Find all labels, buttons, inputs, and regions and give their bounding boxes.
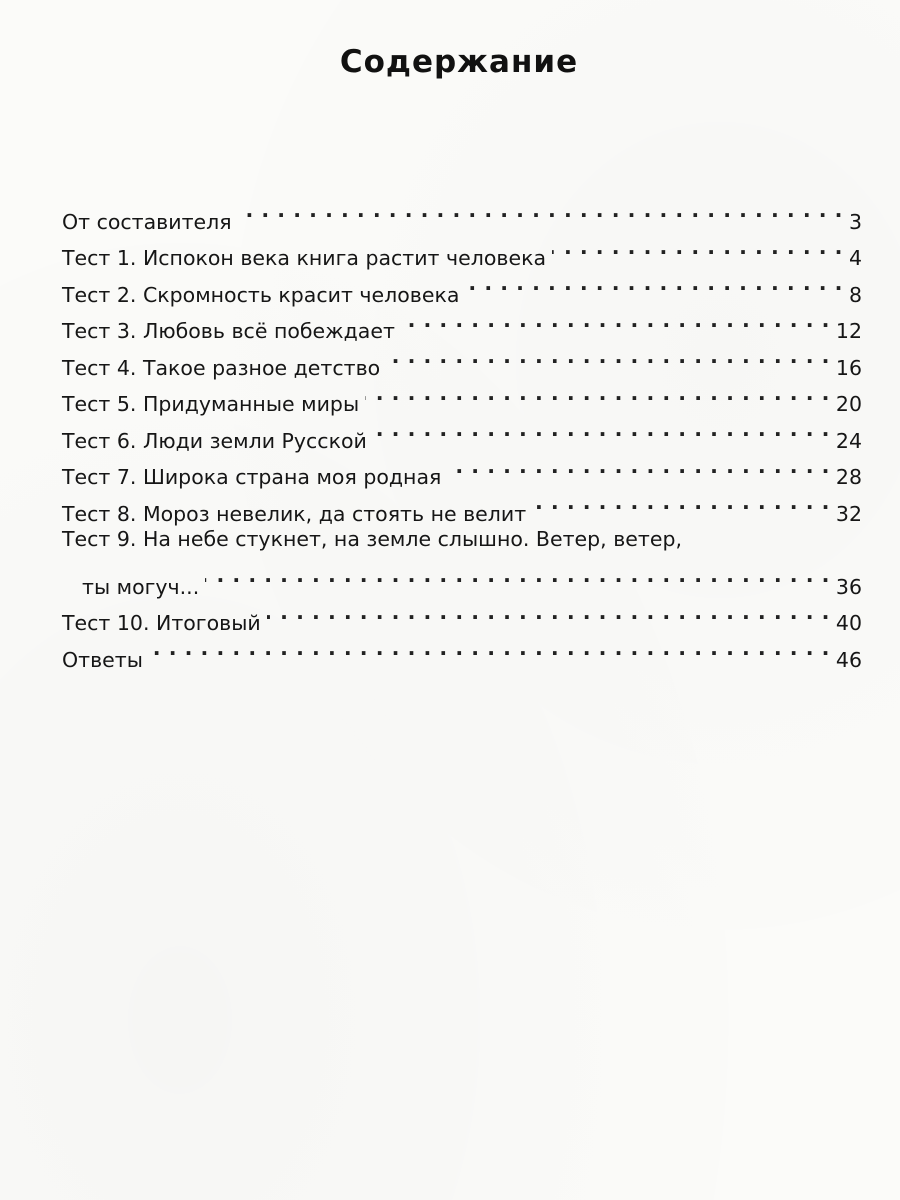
dot-leader bbox=[401, 302, 830, 339]
toc-entry-label-continued: ты могуч... bbox=[82, 574, 200, 599]
toc-entry-page: 20 bbox=[835, 392, 862, 416]
toc-entry-label: Тест 2. Скромность красит человека bbox=[62, 282, 460, 307]
toc-entry bbox=[62, 521, 862, 599]
dot-leader bbox=[149, 630, 830, 667]
toc-entry-page: 46 bbox=[835, 647, 862, 672]
dot-leader bbox=[365, 375, 830, 412]
toc-entry-page: 36 bbox=[835, 574, 862, 599]
toc-entry-continuation bbox=[62, 557, 862, 599]
dot-leader bbox=[373, 411, 830, 448]
toc-entry-page: 3 bbox=[848, 209, 862, 234]
toc-entry-label: Тест 7. Широка страна моя родная bbox=[62, 465, 442, 489]
toc-entry-label: Тест 1. Испокон века книга растит человека bbox=[62, 246, 547, 270]
toc-entry-page: 12 bbox=[835, 319, 862, 343]
dot-leader bbox=[205, 557, 830, 594]
toc-entry-page: 24 bbox=[835, 428, 862, 453]
toc-entry-page: 4 bbox=[848, 246, 862, 270]
toc-entry-label: Тест 5. Придуманные миры bbox=[62, 392, 360, 416]
toc-entry-page: 32 bbox=[835, 501, 862, 526]
toc-entry-label: Тест 9. На небе стукнет, на земле слышно. Ветер, ветер, bbox=[62, 526, 682, 551]
toc-entry-page: 16 bbox=[835, 355, 862, 380]
dot-leader bbox=[386, 338, 830, 375]
toc-entry-page: 28 bbox=[835, 465, 862, 489]
dot-leader bbox=[238, 192, 843, 229]
dot-leader bbox=[465, 265, 843, 302]
toc-entry-page: 40 bbox=[835, 611, 862, 635]
dot-leader bbox=[532, 484, 830, 521]
toc-entry-label: От составителя bbox=[62, 209, 232, 234]
toc-entry-label: Тест 4. Такое разное детство bbox=[62, 355, 381, 380]
toc-entry-label: Ответы bbox=[62, 647, 143, 672]
page-title: Содержание bbox=[339, 44, 579, 80]
toc-entry-label: Тест 10. Итоговый bbox=[62, 611, 261, 635]
toc-entry bbox=[62, 630, 862, 672]
dot-leader bbox=[447, 448, 830, 485]
toc-entry-page: 8 bbox=[848, 282, 862, 307]
toc-entry-label: Тест 3. Любовь всё побеждает bbox=[62, 319, 395, 343]
toc-entry-label: Тест 8. Мороз невелик, да стоять не велит bbox=[62, 501, 527, 526]
dot-leader bbox=[267, 594, 830, 631]
dot-leader bbox=[552, 229, 843, 266]
toc-entry bbox=[62, 192, 862, 234]
table-of-contents bbox=[62, 192, 862, 672]
toc-entry-label: Тест 6. Люди земли Русской bbox=[62, 428, 367, 453]
